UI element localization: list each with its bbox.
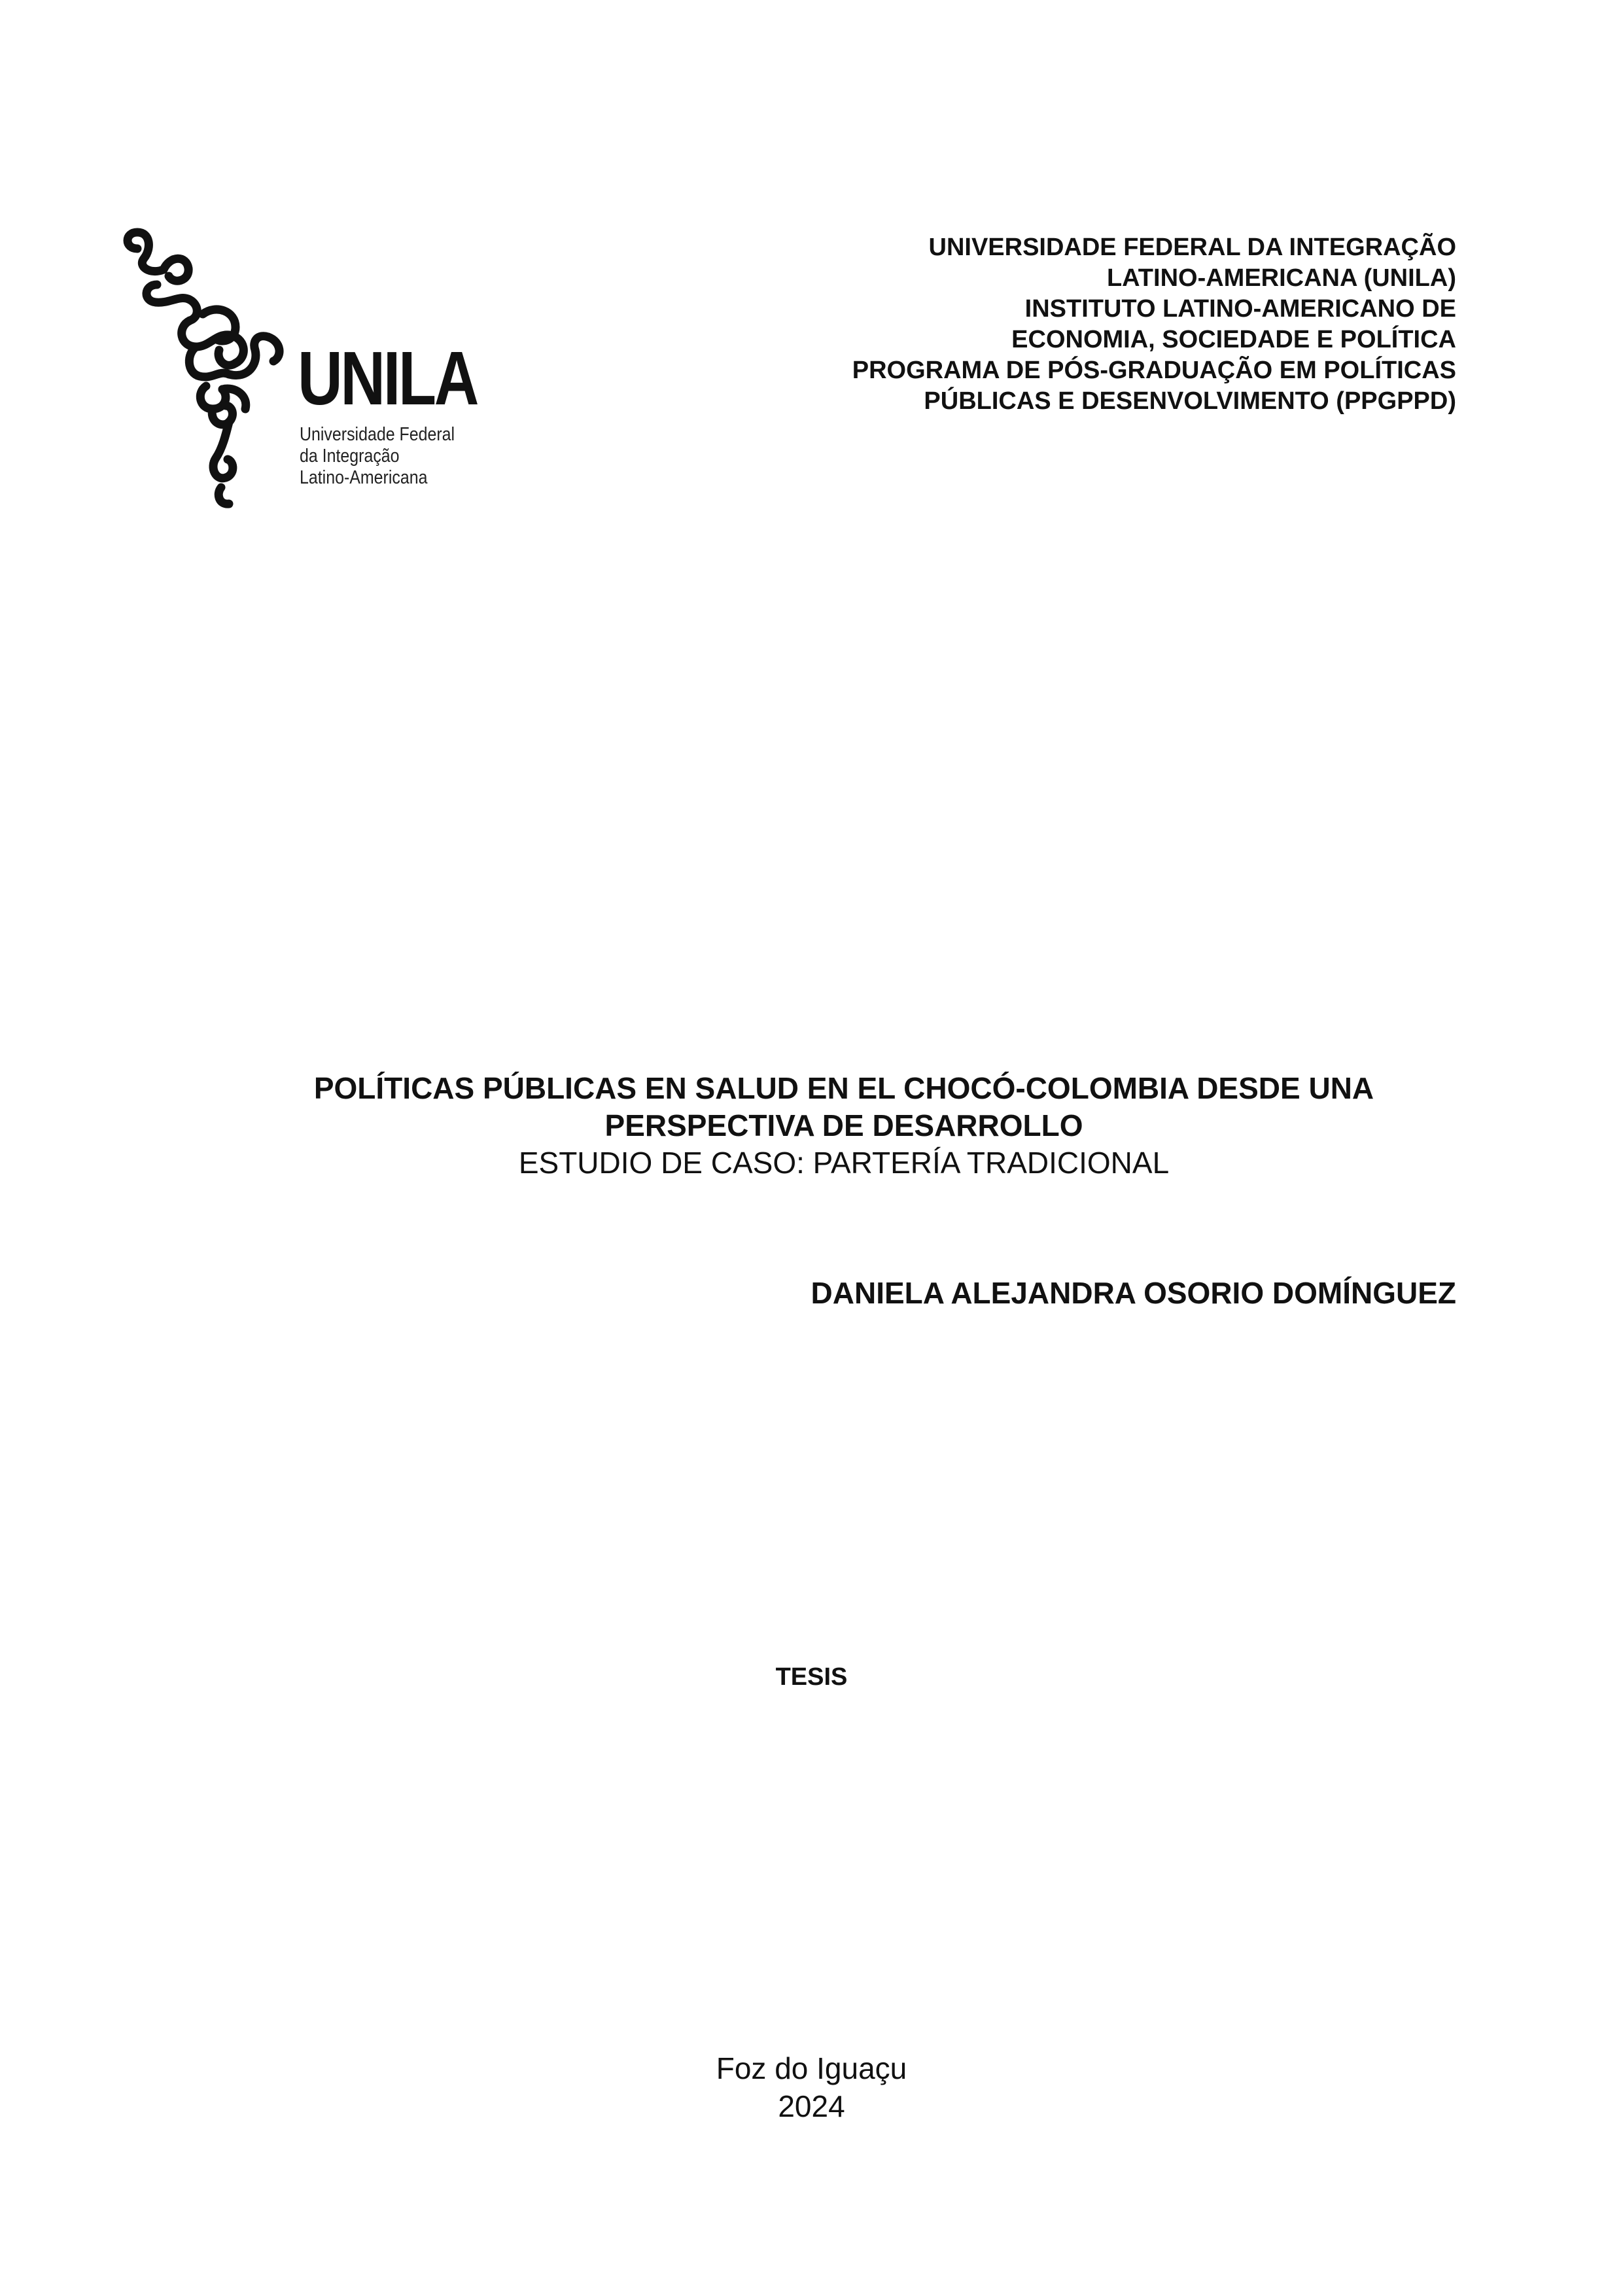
place: Foz do Iguaçu [716, 2051, 907, 2085]
thesis-title-line: POLÍTICAS PÚBLICAS EN SALUD EN EL CHOCÓ-COLOMBIA DESDE UNA [313, 1071, 1374, 1105]
institution-line: LATINO-AMERICANA (UNILA) [1106, 264, 1456, 292]
institution-line: PROGRAMA DE PÓS-GRADUAÇÃO EM POLÍTICAS [852, 357, 1456, 384]
logo-subtitle-line: Latino-Americana [300, 467, 428, 488]
document-type: TESIS [775, 1663, 848, 1691]
logo-wordmark: UNILA [298, 336, 478, 421]
logo-subtitle-line: Universidade Federal [300, 424, 455, 445]
institution-line: PÚBLICAS E DESENVOLVIMENTO (PPGPPD) [924, 387, 1456, 415]
author-name: DANIELA ALEJANDRA OSORIO DOMÍNGUEZ [811, 1276, 1456, 1310]
institution-line: UNIVERSIDADE FEDERAL DA INTEGRAÇÃO [928, 234, 1456, 261]
thesis-title [196, 1070, 1492, 1144]
unila-logo [118, 222, 484, 510]
institution-header [540, 232, 1456, 417]
institution-line: INSTITUTO LATINO-AMERICANO DE [1024, 295, 1456, 323]
year: 2024 [778, 2089, 845, 2123]
institution-line: ECONOMIA, SOCIEDADE E POLÍTICA [1011, 326, 1456, 353]
place-and-year [0, 2049, 1623, 2125]
thesis-subtitle: ESTUDIO DE CASO: PARTERÍA TRADICIONAL [518, 1146, 1170, 1180]
logo-subtitle [300, 424, 455, 489]
thesis-title-block [196, 1070, 1492, 1182]
unila-emblem-icon [118, 222, 301, 510]
thesis-title-line: PERSPECTIVA DE DESARROLLO [604, 1108, 1083, 1142]
logo-subtitle-line: da Integração [300, 446, 400, 467]
